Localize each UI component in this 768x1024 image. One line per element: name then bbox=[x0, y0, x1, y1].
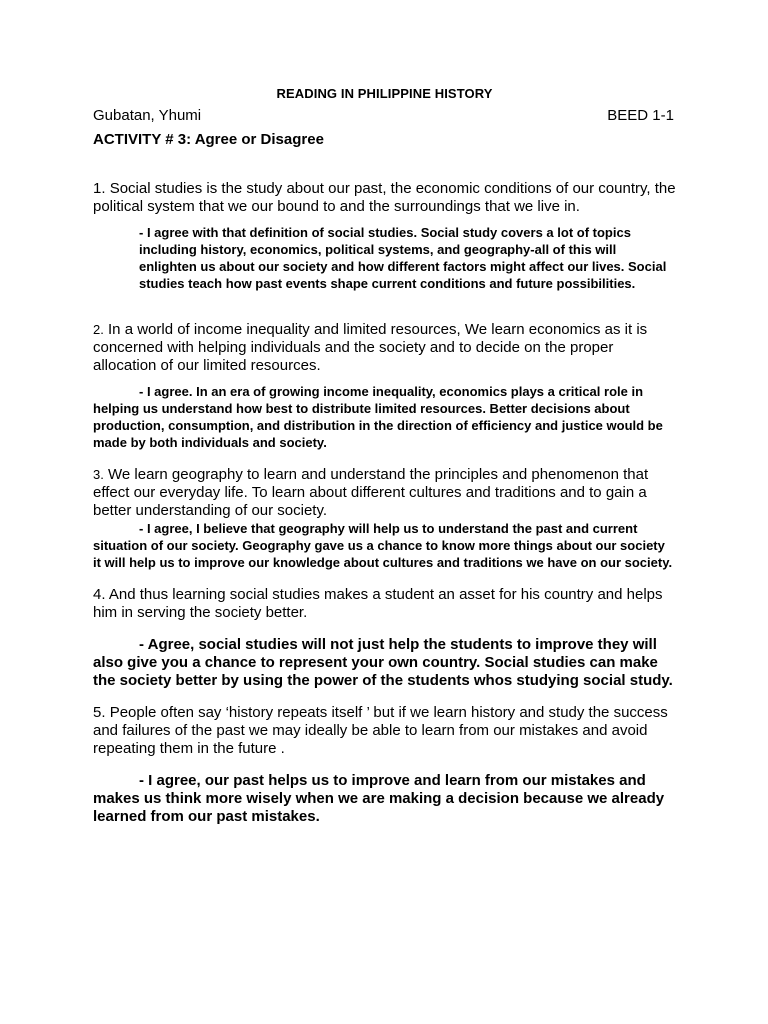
question-4-number: 4. bbox=[93, 586, 106, 603]
student-name: Gubatan, Yhumi bbox=[93, 107, 202, 124]
document-title: READING IN PHILIPPINE HISTORY bbox=[276, 86, 493, 101]
question-2-text: In a world of income inequality and limited resources, We learn economics as it is concerned with helping individuals and the society and to decide on the proper allocation of our limited resources. bbox=[93, 321, 648, 374]
question-4-text: And thus learning social studies makes a student an asset for his country and helps him in serving the society better. bbox=[93, 586, 663, 621]
question-4 bbox=[93, 586, 676, 622]
question-5-text: People often say ‘history repeats itself ’ but if we learn history and study the success and failures of the past we may ideally be able to learn from our mistakes and avoid repeating them in the future . bbox=[93, 704, 668, 757]
answer-3: - I agree, I believe that geography will help us to understand the past and current situation of our society. Geography gave us a chance to know more things about our society it will help us to improve our knowledge about cultures and traditions we have on our society. bbox=[93, 521, 673, 570]
question-3-number: 3. bbox=[93, 467, 104, 482]
question-2-number: 2. bbox=[93, 322, 104, 337]
question-1-text: Social studies is the study about our past, the economic conditions of our country, the political system that we our bound to and the surroundings that we live in. bbox=[93, 180, 676, 215]
question-1-number: 1. bbox=[93, 180, 106, 197]
answer-5: - I agree, our past helps us to improve and learn from our mistakes and makes us think more wisely when we are making a decision because we already learned from our past mistakes. bbox=[93, 772, 665, 825]
question-5 bbox=[93, 704, 676, 758]
question-3-text: We learn geography to learn and understand the principles and phenomenon that effect our everyday life. To learn about different cultures and traditions and to gain a better understanding of our society. bbox=[93, 466, 649, 519]
question-3 bbox=[93, 466, 676, 520]
question-5-number: 5. bbox=[93, 704, 106, 721]
question-2 bbox=[93, 321, 676, 375]
activity-heading: ACTIVITY # 3: Agree or Disagree bbox=[93, 131, 324, 148]
answer-2: - I agree. In an era of growing income inequality, economics plays a critical role in helping us understand how best to distribute limited resources. Better decisions about production, consumption, and distribution in the direction of efficiency and justice would be made by both individuals and society. bbox=[93, 384, 663, 450]
answer-4: - Agree, social studies will not just help the students to improve they will also give you a chance to represent your own country. Social studies can make the society better by using the power of the students whos studying social study. bbox=[93, 636, 673, 689]
header-row bbox=[93, 107, 676, 124]
question-1 bbox=[93, 180, 676, 216]
answer-1: - I agree with that definition of social studies. Social study covers a lot of topics including history, economics, political systems, and geography-all of this will enlighten us about our society and how different factors might affect our lives. Social studies teach how past events shape current conditions and future possibilities. bbox=[139, 225, 667, 291]
section-label: BEED 1-1 bbox=[607, 107, 674, 124]
